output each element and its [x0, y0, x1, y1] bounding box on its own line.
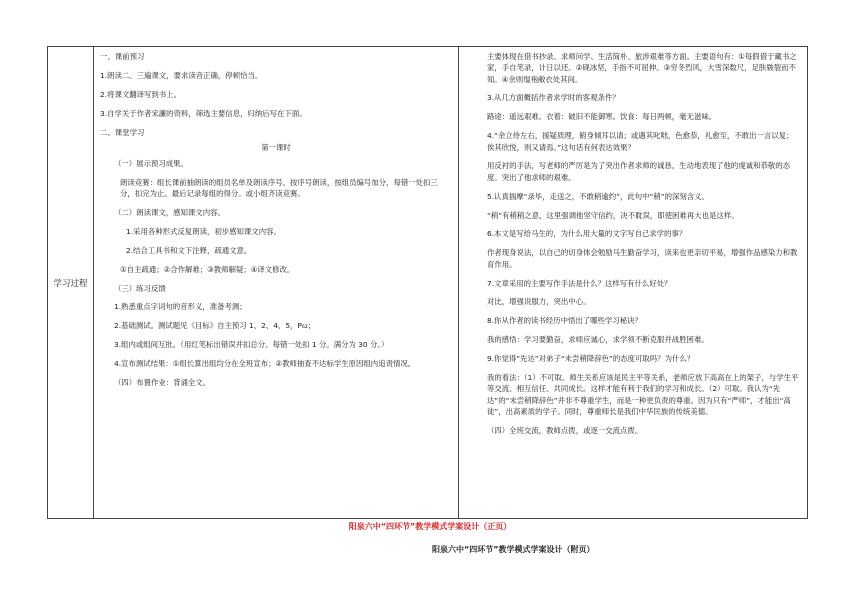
right-paragraph: 对比，增强说服力，突出中心。 — [487, 297, 591, 307]
middle-paragraph: 4.宣布测试结果：①组长算出组均分在全班宣布；②教师抽查不达标学生原因组内追责情况。 — [114, 359, 416, 369]
middle-paragraph: 第一课时 — [261, 143, 291, 153]
middle-paragraph: 3.自学关于作者宋濂的资料，筛选主要信息，归纳后写在下面。 — [100, 108, 307, 118]
middle-paragraph: 1.采用各种形式反复朗读，初步感知课文内容。 — [126, 226, 281, 236]
row-label: 学习过程 — [53, 278, 88, 289]
middle-paragraph: ①自主疏通；②合作解难；③教师解疑；④译文修改。 — [120, 264, 295, 274]
middle-paragraph: 一、课前预习 — [100, 52, 145, 61]
right-paragraph: 7.文章采用的主要写作手法是什么？这样写有什么好处？ — [487, 278, 672, 288]
middle-paragraph: （二）朗读课文，感知课文内容。 — [114, 208, 225, 218]
middle-paragraph: 2.基础测试。测试题见《目标》自主预习 1、2、4、5，P₆₂； — [114, 321, 316, 331]
row-label-cell — [48, 47, 94, 518]
right-paragraph: 5.认真揣摩“录毕，走送之，不敢稍逾约”，此句中“稍”的深刻含义。 — [487, 191, 709, 201]
middle-paragraph: 1.朗读二、三遍课文，要求读音正确，停顿恰当。 — [100, 70, 263, 80]
right-paragraph: 3.从几方面概括作者求学时的客观条件？ — [487, 93, 620, 103]
right-paragraph: 9.你觉得“先达”对弟子“未尝稍降辞色”的态度可取吗？为什么？ — [487, 354, 695, 364]
footer-sub-title: 阳泉六中“四环节”教学模式学案设计（附页） — [432, 545, 595, 554]
middle-paragraph: 朗读竞赛：组长课前抽朗读的组员名单及朗读序号、按序号朗读，按组员编号加分，每错一处扣三分，扣完为止。最后记录每组的得分。或小组齐读竞赛。 — [120, 177, 438, 199]
right-paragraph: 6.本文是写给马生的，为什么用大量的文字写自己求学的事？ — [487, 229, 687, 239]
lesson-content-column — [94, 47, 459, 518]
right-paragraph: 用反衬的手法，写老师的严厉是为了突出作者求师的诚恳，生动地表现了他的虔诚和恭敬的态度。突出了他求师的艰难。 — [487, 161, 791, 182]
right-paragraph: 主要体现在借书抄录、求师问学、生活简朴、旅涉艰难等方面。主要语句有：①每假借于藏书之家，手自笔录，计日以还。②砚冰坚，手指不可屈伸。③穷冬烈风，大雪深数尺，足肤皲裂而不知。④余则缊袍敝衣处其间。 — [487, 52, 797, 84]
middle-paragraph: 二、课堂学习 — [100, 127, 145, 137]
middle-paragraph: 3.组内或组间互批。（用红笔标出错误并扣总分。每错一处扣 1 分。满分为 30 分。） — [114, 340, 389, 350]
right-paragraph: 作者现身说法，以自己的切身体会勉励马生勤奋学习，读来也更亲切平易，增强作品感染力和教育作用。 — [487, 248, 798, 269]
middle-paragraph: （四）布置作业：背诵全文。 — [114, 378, 211, 388]
lesson-continuation-column — [459, 47, 807, 518]
lesson-plan-table — [47, 46, 808, 519]
right-paragraph: （四）全班交流，教师点拨，或逐一交流点拨。 — [487, 425, 643, 435]
middle-paragraph: 2.将课文翻译写到书上。 — [100, 89, 181, 99]
right-paragraph: 4.“余立侍左右，援疑质理，俯身倾耳以请；或遇其叱咄，色愈恭，礼愈至，不敢出一言以复；俟其欣悦，则又请焉。”这句话有何表达效果？ — [487, 131, 794, 152]
middle-paragraph: （三）练习反馈 — [114, 283, 166, 293]
right-paragraph: 路途：遥远艰难。衣着：破旧不能御寒。饮食：每日两顿，毫无滋味。 — [487, 112, 717, 122]
middle-paragraph: 1.熟悉重点字词句的音形义，准备考测； — [114, 302, 247, 312]
right-paragraph: 我的看法：（1）不可取。师生关系应该是民主平等关系，老师应放下高高在上的架子，与学生平等交流、相互信任、共同成长。这样才能有利于我们的学习和成长。（2）可取。我认为“先达”的“未尝稍降辞色”并非不尊重学生，而是一种更负责的尊重。因为只有“严师”，才能出“高徒”，出高素质的学子。同时，尊重师长是我们中华民族的传统美德。 — [487, 372, 799, 416]
middle-paragraph: （一）展示预习成果。 — [114, 158, 188, 168]
right-paragraph: 我的感悟：学习要勤奋，求师应诚心，求学须不断克服并战胜困难。 — [487, 335, 709, 345]
right-paragraph: “稍”有稍稍之意，这里强调他坚守信约，决不耽误，即使困难再大也是这样。 — [487, 210, 739, 220]
right-paragraph: 8.你从作者的读书经历中悟出了哪些学习秘诀？ — [487, 316, 642, 326]
footer-main-title: 阳泉六中“四环节”教学模式学案设计（正页） — [348, 522, 512, 531]
middle-paragraph: 2.结合工具书和文下注释，疏通文意。 — [126, 245, 252, 255]
